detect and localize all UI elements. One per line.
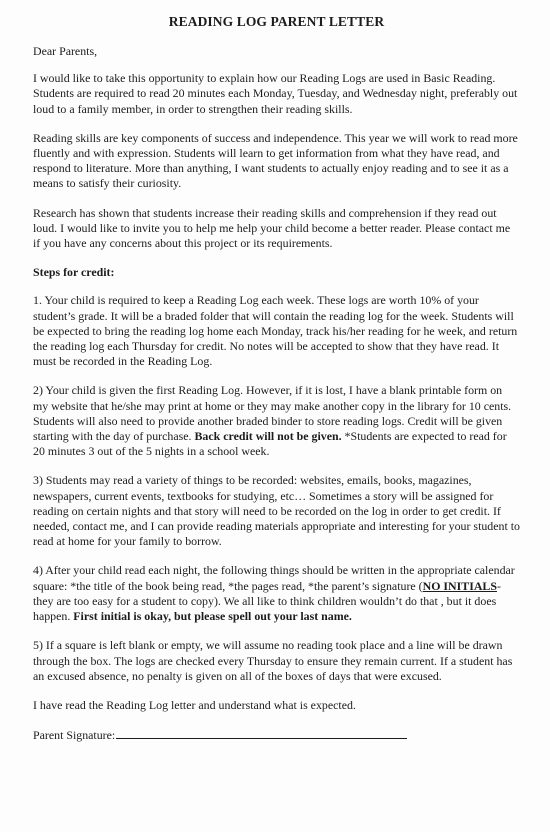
signature-row: [33, 727, 520, 743]
signature-line[interactable]: [116, 727, 407, 739]
step-3: 3) Students may read a variety of things to be recorded: websites, emails, books, magazines, newspapers, current events, textbooks for studying, etc… Sometimes a story will be assigned for reading on certain nights and that story will need to be recorded on the log in order to get credit. If needed, contact me, and I can provide reading materials appropriate and interesting for your student to read at home for your family to borrow.: [33, 473, 521, 549]
steps-heading: Steps for credit:: [33, 265, 115, 280]
step-1: 1. Your child is required to keep a Reading Log each week. These logs are worth 10% of your student’s grade. It will be a braded folder that will contain the reading log for the week. Students will be expected to bring the reading log home each Monday, track his/her reading for he week, and return the reading log each Thursday for credit. No notes will be accepted to show that they have read. It must be recorded in the Reading Log.: [33, 293, 518, 369]
acknowledgement: I have read the Reading Log letter and understand what is expected.: [33, 697, 356, 712]
step-4-bold: First initial is okay, but please spell out your last name.: [73, 609, 352, 624]
step-4: [33, 563, 520, 624]
reading-skills-paragraph: Reading skills are key components of success and independence. This year we will work to read more fluently and with expression. Students will learn to get information from what they have read, and respond to literature. More than anything, I want students to actually enjoy reading and to see it as a means to satisfy their curiosity.: [33, 130, 518, 191]
research-paragraph: Research has shown that students increase their reading skills and comprehension if they read out loud. I would like to invite you to help me help your child become a better reader. Please contact me if you have any concerns about this project or its requirements.: [33, 205, 511, 251]
step-2-text: 2) Your child is given the first Reading Log. However, if it is lost, I have a blank printable form on my website that he/she may print at home or they may make another copy in the library for 10 cents. Students will also need to provide another braded binder to store reading logs. Credit will be given starting with the day of purchase.: [33, 383, 512, 444]
step-2-tail: *Students are expected to read for 20 minutes 3 out of the 5 nights in a school week.: [33, 429, 507, 459]
step-4-text: 4) After your child read each night, the following things should be written in the appropriate calendar square: *the title of the book being read, *the pages read, *the parent’s signature (: [33, 563, 515, 593]
step-5: 5) If a square is left blank or empty, we will assume no reading took place and a line will be drawn through the box. The logs are checked every Thursday to ensure they remain current. If a student has an excused absence, no penalty is given on all of the boxes of days that were excused.: [33, 638, 513, 683]
signature-label: Parent Signature:: [33, 728, 116, 743]
step-4-underline: NO INITIALS: [422, 578, 497, 593]
step-2: [33, 383, 520, 459]
letter-title: READING LOG PARENT LETTER: [168, 14, 385, 29]
step-2-bold: Back credit will not be given.: [194, 429, 342, 444]
greeting: Dear Parents,: [33, 44, 98, 58]
intro-paragraph: I would like to take this opportunity to explain how our Reading Logs are used in Basic Reading. Students are required to read 20 minutes each Monday, Tuesday, and Wednesday night, preferably out loud to a family member, in order to strengthen their reading skills.: [33, 71, 518, 116]
step-4-mid: -they are too easy for a student to copy). We all like to think children wouldn’t do that , but it does happen.: [33, 578, 501, 624]
